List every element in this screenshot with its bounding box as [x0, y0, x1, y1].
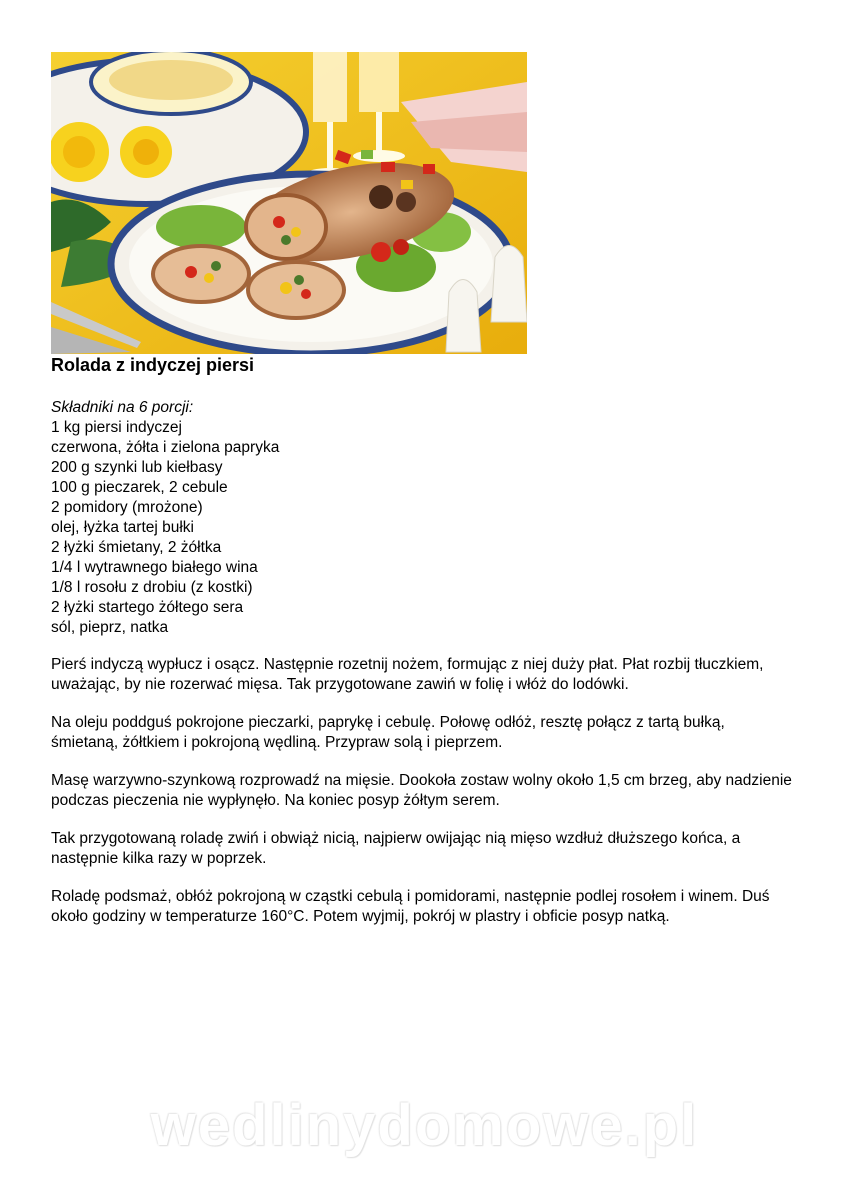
step-paragraph: Tak przygotowaną roladę zwiń i obwiąż nicią, najpierw owijając nią mięso wzdłuż dłuższego końca, a następnie kilka razy w poprzek.: [51, 830, 741, 867]
preparation-steps: [51, 655, 796, 945]
ingredient-item: 200 g szynki lub kiełbasy: [51, 459, 223, 476]
ingredient-item: 2 łyżki startego żółtego sera: [51, 599, 244, 616]
step-paragraph: Na oleju poddguś pokrojone pieczarki, paprykę i cebulę. Połowę odłóż, resztę połącz z tartą bułką, śmietaną, żółtkiem i pokrojoną wędliną. Przypraw solą i pieprzem.: [51, 714, 725, 751]
ingredient-item: 100 g pieczarek, 2 cebule: [51, 479, 228, 496]
ingredient-item: 1/8 l rosołu z drobiu (z kostki): [51, 579, 253, 596]
step-paragraph: Roladę podsmaż, obłóż pokrojoną w cząstki cebulą i pomidorami, następnie podlej rosołem i winem. Duś około godziny w temperaturze 160°C. Potem wyjmij, pokrój w plastry i obficie posyp natką.: [51, 888, 770, 925]
step-paragraph: Masę warzywno-szynkową rozprowadź na mięsie. Dookoła zostaw wolny około 1,5 cm brzeg, aby nadzienie podczas pieczenia nie wypłynęło. Na koniec posyp żółtym serem.: [51, 772, 792, 809]
ingredient-item: 2 łyżki śmietany, 2 żółtka: [51, 539, 222, 556]
ingredient-item: olej, łyżka tartej bułki: [51, 519, 195, 536]
step-paragraph: Pierś indyczą wypłucz i osącz. Następnie rozetnij nożem, formując z niej duży płat. Płat rozbij tłuczkiem, uważając, by nie rozerwać mięsa. Tak przygotowane zawiń w folię i włóż do lodówki.: [51, 656, 764, 693]
site-watermark: wedlinydomowe.pl: [150, 1093, 699, 1158]
ingredients-list: [51, 418, 791, 638]
recipe-photo: [51, 52, 527, 354]
ingredients-section: [51, 398, 791, 638]
ingredient-item: czerwona, żółta i zielona papryka: [51, 439, 280, 456]
recipe-title: Rolada z indyczej piersi: [51, 355, 255, 375]
ingredient-item: 1 kg piersi indyczej: [51, 419, 182, 436]
ingredients-header: Składniki na 6 porcji:: [51, 399, 194, 416]
turkey-roulade-image: [51, 52, 527, 354]
ingredient-item: 1/4 l wytrawnego białego wina: [51, 559, 258, 576]
ingredient-item: 2 pomidory (mrożone): [51, 499, 203, 516]
ingredient-item: sól, pieprz, natka: [51, 619, 169, 636]
